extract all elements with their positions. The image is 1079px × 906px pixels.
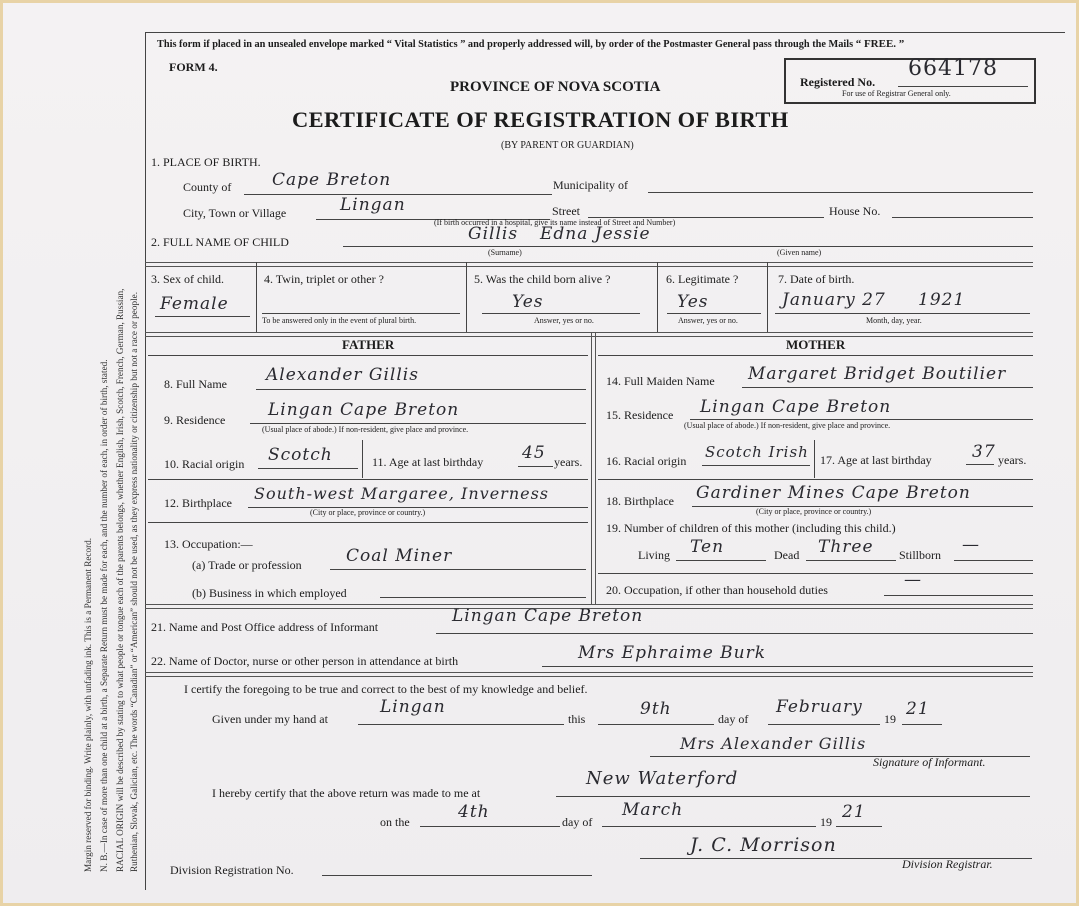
informant-address-value: Lingan Cape Breton: [452, 606, 644, 626]
attendant-label: 22. Name of Doctor, nurse or other person in attendance at birth: [151, 654, 459, 668]
father-heading: FATHER: [342, 337, 395, 352]
father-occupation-label: 13. Occupation:—: [164, 537, 253, 551]
street-label: Street: [552, 204, 580, 218]
father-trade-value: Coal Miner: [346, 546, 453, 566]
mother-birthplace-note: (City or place, province or country.): [756, 507, 872, 516]
mother-name-label: 14. Full Maiden Name: [606, 374, 715, 388]
legitimate-note: Answer, yes or no.: [678, 316, 738, 325]
mother-residence-note: (Usual place of abode.) If non-resident, give place and province.: [684, 421, 891, 430]
registrar-signature: J. C. Morrison: [690, 834, 837, 856]
father-birthplace-note: (City or place, province or country.): [310, 508, 426, 517]
frame-top: [145, 32, 1065, 33]
father-residence-note: (Usual place of abode.) If non-resident, give place and province.: [262, 425, 469, 434]
father-age-unit: years.: [554, 455, 583, 469]
child-given-name: Edna Jessie: [540, 224, 651, 244]
father-name-label: 8. Full Name: [164, 377, 227, 391]
this-label: this: [568, 712, 586, 726]
living-value: Ten: [690, 537, 725, 557]
attendant-value: Mrs Ephraime Burk: [578, 643, 767, 663]
street-note: (If birth occurred in a hospital, give its name instead of Street and Number): [434, 218, 676, 227]
father-residence-label: 9. Residence: [164, 413, 226, 427]
given-under-label: Given under my hand at: [212, 712, 328, 726]
margin-note-2: N. B.—In case of more than one child at a birth, a Separate Return must be made for each, and the number of each, in order of birth, stated.: [99, 359, 109, 872]
division-registration-label: Division Registration No.: [170, 863, 294, 877]
born-alive-label: 5. Was the child born alive ?: [474, 272, 611, 286]
stillborn-value: —: [962, 535, 980, 555]
legitimate-value: Yes: [677, 292, 709, 312]
mother-occupation-value: —: [904, 570, 922, 590]
date-of-birth-note: Month, day, year.: [866, 316, 922, 325]
margin-note-3: RACIAL ORIGIN will be described by stating to what people or tongue each of the parents belongs, whether English, Irish, Scotch, French, German, Russian,: [115, 288, 125, 872]
dead-value: Three: [818, 537, 874, 557]
mother-age-label: 17. Age at last birthday: [820, 453, 932, 467]
registrar-caption: Division Registrar.: [902, 857, 993, 871]
mother-birthplace-value: Gardiner Mines Cape Breton: [696, 483, 971, 503]
father-racial-origin-label: 10. Racial origin: [164, 457, 245, 471]
city-label: City, Town or Village: [183, 206, 287, 220]
form-number: FORM 4.: [169, 60, 218, 74]
sex-value: Female: [160, 294, 229, 314]
legitimate-label: 6. Legitimate ?: [666, 272, 739, 286]
father-age-label: 11. Age at last birthday: [372, 455, 484, 469]
born-alive-note: Answer, yes or no.: [534, 316, 594, 325]
mother-residence-value: Lingan Cape Breton: [700, 397, 892, 417]
date-of-birth-label: 7. Date of birth.: [778, 272, 855, 286]
house-number-label: House No.: [829, 204, 881, 218]
mother-racial-origin-label: 16. Racial origin: [606, 454, 687, 468]
certification-month: February: [776, 697, 863, 717]
dead-label: Dead: [774, 548, 800, 562]
informant-address-label: 21. Name and Post Office address of Informant: [151, 620, 379, 634]
mother-racial-origin-value: Scotch Irish: [705, 443, 809, 461]
certification-statement: I certify the foregoing to be true and correct to the best of my knowledge and belief.: [184, 682, 588, 696]
surname-caption: (Surname): [488, 248, 522, 257]
father-birthplace-label: 12. Birthplace: [164, 496, 232, 510]
year-prefix: 19: [884, 712, 896, 726]
born-alive-value: Yes: [512, 292, 544, 312]
registrar-statement: I hereby certify that the above return was made to me at: [212, 786, 481, 800]
informant-signature: Mrs Alexander Gillis: [680, 734, 867, 753]
father-name-value: Alexander Gillis: [266, 365, 419, 385]
mother-residence-label: 15. Residence: [606, 408, 674, 422]
county-value: Cape Breton: [272, 170, 392, 190]
mother-name-value: Margaret Bridget Boutilier: [748, 364, 1007, 384]
mail-notice: This form if placed in an unsealed envelope marked “ Vital Statistics ” and properly addressed will, by order of the Postmaster General pass through the Mails: [157, 39, 854, 50]
mother-age-value: 37: [972, 442, 996, 462]
father-birthplace-value: South-west Margaree, Inverness: [254, 484, 550, 503]
registered-number: 664178: [908, 56, 998, 81]
city-value: Lingan: [340, 195, 406, 215]
place-of-birth-heading: 1. PLACE OF BIRTH.: [151, 155, 261, 169]
day-of-label: day of: [718, 712, 749, 726]
margin-note-1: Margin reserved for binding. Write plainly, with unfading ink. This is a Permanent Record.: [83, 537, 93, 872]
certification-day: 9th: [640, 699, 672, 719]
certification-year: 21: [906, 699, 930, 719]
registrar-month: March: [622, 800, 684, 820]
mother-birthplace-label: 18. Birthplace: [606, 494, 674, 508]
margin-note-4: Ruthenian, Slovak, Galician, etc. The words “Canadian” or “American” should not be used, as they express nationality or citizenship but not a race or people.: [129, 292, 139, 872]
on-the-label: on the: [380, 815, 410, 829]
father-trade-label: (a) Trade or profession: [192, 558, 302, 572]
municipality-label: Municipality of: [553, 178, 628, 192]
registered-label: Registered No.: [800, 75, 876, 89]
father-racial-origin-value: Scotch: [268, 445, 333, 465]
child-name-label: 2. FULL NAME OF CHILD: [151, 235, 289, 249]
date-of-birth-year: 1921: [918, 290, 966, 310]
children-count-label: 19. Number of children of this mother (including this child.): [606, 521, 896, 535]
father-business-label: (b) Business in which employed: [192, 586, 347, 600]
stillborn-label: Stillborn: [899, 548, 942, 562]
given-name-caption: (Given name): [777, 248, 822, 257]
certificate-title: CERTIFICATE OF REGISTRATION OF BIRTH: [292, 107, 789, 132]
province-heading: PROVINCE OF NOVA SCOTIA: [450, 79, 661, 95]
county-label: County of: [183, 180, 232, 194]
registrar-year: 21: [842, 802, 866, 822]
mail-notice-free: “ FREE. ”: [855, 38, 905, 50]
frame-left: [145, 32, 146, 890]
certificate-subtitle: (BY PARENT OR GUARDIAN): [501, 140, 634, 151]
registrar-day-of-label: day of: [562, 815, 593, 829]
twin-label: 4. Twin, triplet or other ?: [264, 272, 384, 286]
date-of-birth-month-day: January 27: [782, 290, 886, 310]
registrar-day: 4th: [458, 802, 490, 822]
child-surname: Gillis: [468, 224, 519, 244]
twin-note: To be answered only in the event of plural birth.: [262, 316, 417, 325]
father-age-value: 45: [522, 443, 546, 463]
father-residence-value: Lingan Cape Breton: [268, 400, 460, 420]
registrar-year-prefix: 19: [820, 815, 832, 829]
registered-number-box: [784, 58, 1036, 104]
given-place: Lingan: [380, 697, 446, 717]
registered-note: For use of Registrar General only.: [842, 89, 951, 98]
mother-heading: MOTHER: [786, 337, 846, 352]
informant-signature-caption: Signature of Informant.: [873, 755, 986, 769]
mother-occupation-label: 20. Occupation, if other than household duties: [606, 583, 828, 597]
sex-label: 3. Sex of child.: [151, 272, 224, 286]
mother-age-unit: years.: [998, 453, 1027, 467]
living-label: Living: [638, 548, 670, 562]
registrar-place: New Waterford: [586, 768, 739, 789]
